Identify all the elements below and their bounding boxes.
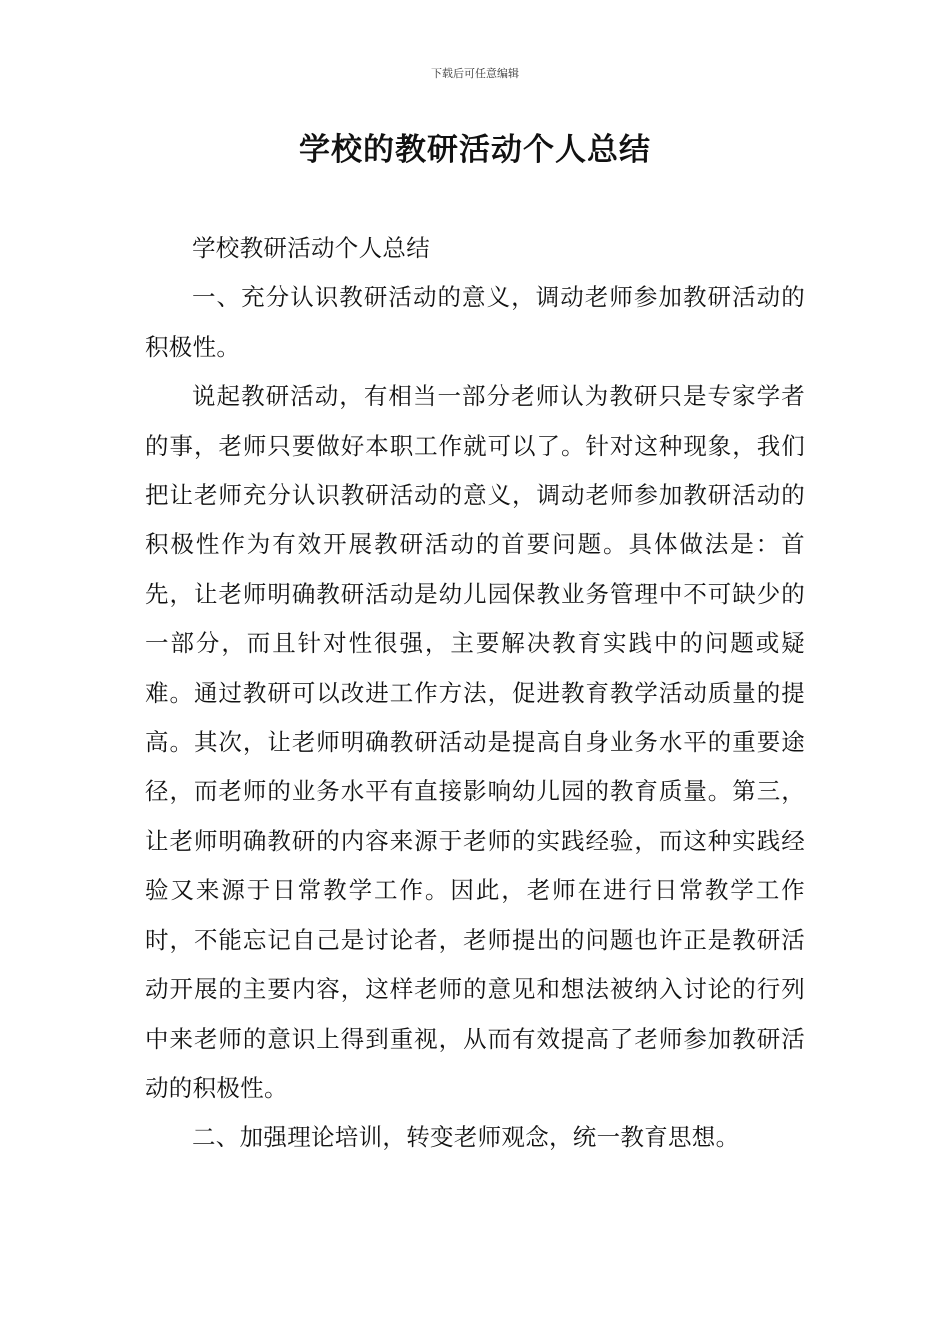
paragraph-section-one-body: 说起教研活动，有相当一部分老师认为教研只是专家学者的事，老师只要做好本职工作就可以了。针对这种现象，我们把让老师充分认识教研活动的意义，调动老师参加教研活动的积极性作为有效开展教研活动的首要问题。具体做法是：首先，让老师明确教研活动是幼儿园保教业务管理中不可缺少的一部分，而且针对性很强，主要解决教育实践中的问题或疑难。通过教研可以改进工作方法，促进教育教学活动质量的提高。其次，让老师明确教研活动是提高自身业务水平的重要途径，而老师的业务水平有直接影响幼儿园的教育质量。第三，让老师明确教研的内容来源于老师的实践经验，而这种实践经验又来源于日常教学工作。因此，老师在进行日常教学工作时，不能忘记自己是讨论者，老师提出的问题也许正是教研活动开展的主要内容，这样老师的意见和想法被纳入讨论的行列中来老师的意识上得到重视，从而有效提高了老师参加教研活动的积极性。 [145, 382, 805, 1102]
document-body [145, 224, 805, 1163]
paragraph-section-two-heading: 二、加强理论培训，转变老师观念，统一教育思想。 [192, 1123, 740, 1152]
document-title: 学校的教研活动个人总结 [299, 132, 651, 168]
paragraph-section-one-heading: 一、充分认识教研活动的意义，调动老师参加教研活动的积极性。 [145, 283, 805, 361]
header-note: 下载后可任意编辑 [431, 67, 519, 80]
paragraph-subtitle: 学校教研活动个人总结 [192, 234, 430, 262]
